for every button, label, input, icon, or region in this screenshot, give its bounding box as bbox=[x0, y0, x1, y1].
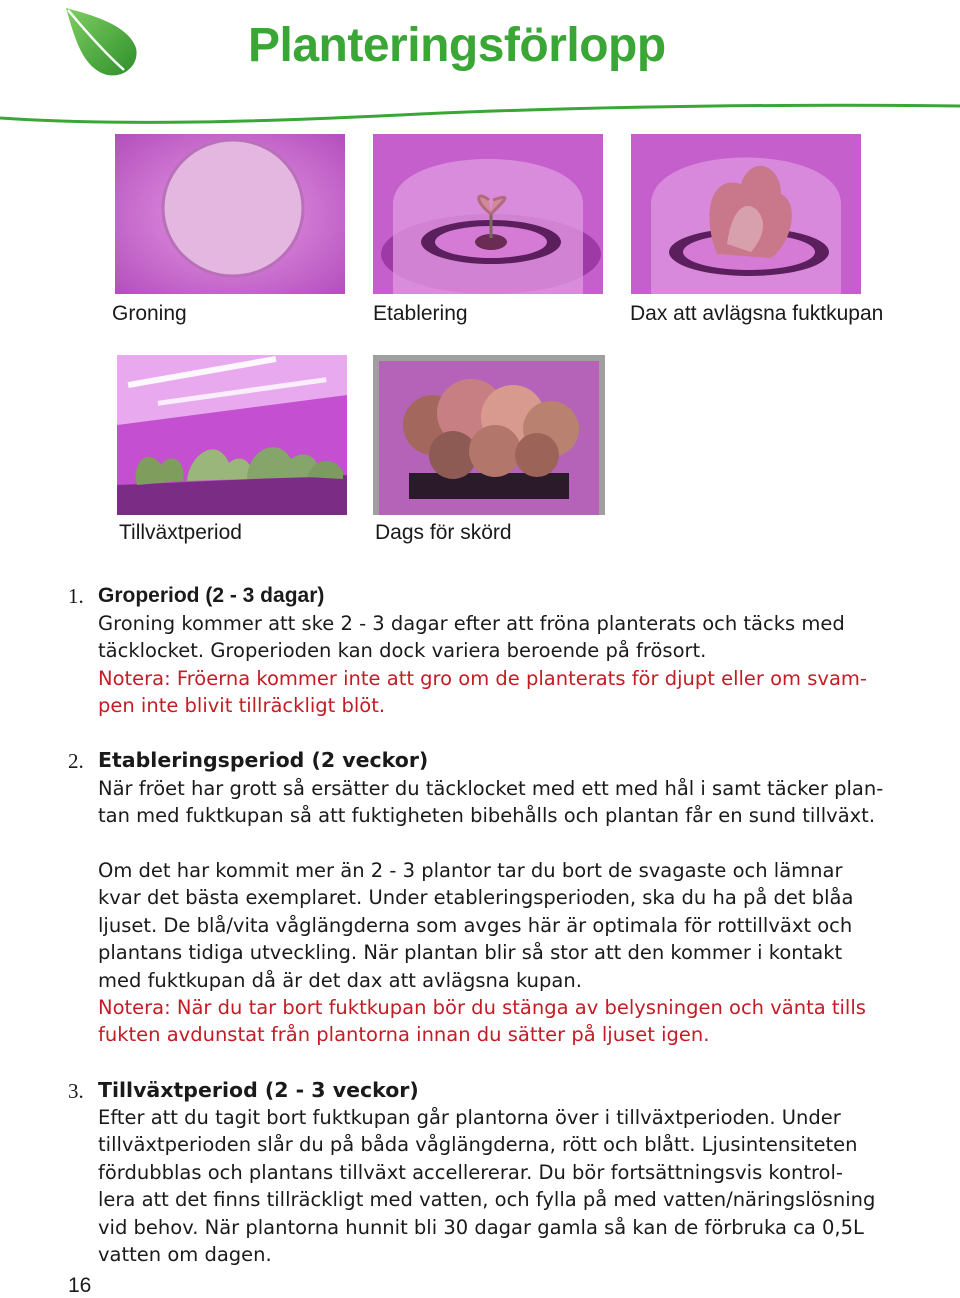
page-title: Planteringsförlopp bbox=[248, 19, 666, 72]
body-line: ljuset. De blå/vita våglängderna som avges här är optimala för rottillväxt och bbox=[98, 913, 853, 937]
section-heading: Groperiod (2 - 3 dagar) bbox=[98, 584, 325, 607]
note-line: Notera: Fröerna kommer inte att gro om de planterats för djupt eller om svam- bbox=[98, 666, 867, 690]
section-number: 3. bbox=[68, 1079, 84, 1103]
photo-caption: Dags för skörd bbox=[375, 521, 512, 544]
section-number: 2. bbox=[68, 749, 84, 773]
body-line: plantans tidiga utveckling. När plantan blir så stor att den kommer i kontakt bbox=[98, 941, 843, 965]
leaf-icon bbox=[58, 4, 140, 84]
header-swoosh-divider bbox=[0, 100, 960, 130]
section-heading: Tillväxtperiod (2 - 3 veckor) bbox=[98, 1078, 419, 1102]
photo-caption: Etablering bbox=[373, 302, 468, 325]
photo-caption: Tillväxtperiod bbox=[119, 521, 242, 544]
section-body bbox=[98, 775, 898, 830]
body-line: lera att det finns tillräckligt med vatten, och fylla på med vatten/näringslösning bbox=[98, 1188, 876, 1212]
body-line: Efter att du tagit bort fuktkupan går plantorna över i tillväxtperioden. Under bbox=[98, 1106, 841, 1129]
section-body bbox=[98, 610, 898, 720]
section-number: 1. bbox=[68, 584, 84, 608]
section-body bbox=[98, 857, 898, 1049]
photo-caption: Dax att avlägsna fuktkupan bbox=[630, 302, 884, 325]
photo-harvest-time bbox=[373, 355, 605, 515]
body-line: med fuktkupan då är det dax att avlägsna kupan. bbox=[98, 968, 582, 992]
body-line: Om det har kommit mer än 2 - 3 plantor tar du bort de svagaste och lämnar bbox=[98, 859, 843, 882]
body-line: vid behov. När plantorna hunnit bli 30 dagar gamla så kan de förbruka ca 0,5L bbox=[98, 1215, 864, 1239]
note-line: Notera: När du tar bort fuktkupan bör du stänga av belysningen och vänta tills bbox=[98, 996, 866, 1020]
section-body bbox=[98, 1104, 898, 1268]
body-line: När fröet har grott så ersätter du täcklocket med ett med hål i samt täcker plan- bbox=[98, 777, 884, 800]
body-line: fördubblas och plantans tillväxt accellererar. Du bör fortsättningsvis kontrol- bbox=[98, 1160, 843, 1184]
photo-establishment bbox=[373, 134, 603, 294]
body-line: täcklocket. Groperioden kan dock variera beroende på frösort. bbox=[98, 639, 707, 663]
page-number: 16 bbox=[68, 1274, 92, 1297]
photo-germination bbox=[115, 134, 345, 294]
photo-caption: Groning bbox=[112, 302, 187, 325]
note-line: pen inte blivit tillräckligt blöt. bbox=[98, 694, 386, 718]
body-line: kvar det bästa exemplaret. Under etableringsperioden, ska du ha på det blåa bbox=[98, 886, 854, 910]
note-line: fukten avdunstat från plantorna innan du sätter på ljuset igen. bbox=[98, 1023, 710, 1047]
body-line: tillväxtperioden slår du på båda våglängderna, rött och blått. Ljusintensiteten bbox=[98, 1133, 858, 1157]
photo-growth-period bbox=[117, 355, 347, 515]
body-line: Groning kommer att ske 2 - 3 dagar efter att fröna planterats och täcks med bbox=[98, 612, 845, 635]
body-line: tan med fuktkupan så att fuktigheten bibehålls och plantan får en sund tillväxt. bbox=[98, 804, 876, 828]
section-heading: Etableringsperiod (2 veckor) bbox=[98, 748, 429, 772]
body-line: vatten om dagen. bbox=[98, 1243, 272, 1267]
photo-remove-humidity-dome bbox=[631, 134, 861, 294]
